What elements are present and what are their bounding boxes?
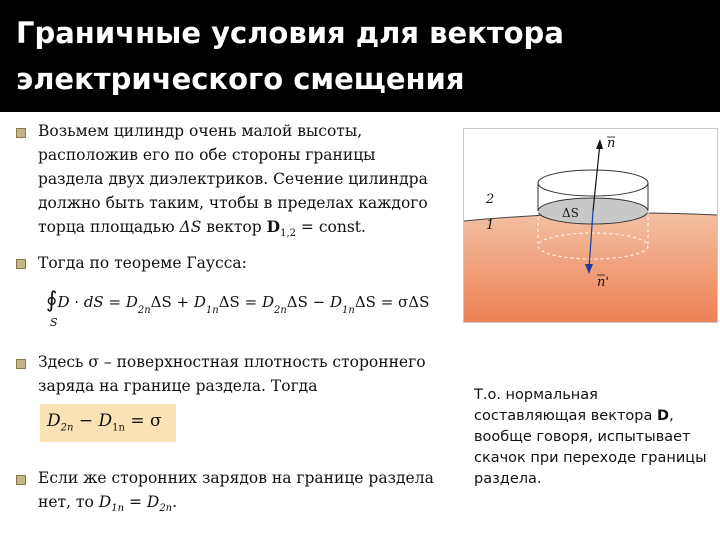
- formula-part: D: [330, 293, 343, 311]
- d2n-symbol: D: [47, 411, 61, 431]
- formula-subscript: 1n: [342, 304, 355, 316]
- cylinder-top-cap: [538, 170, 648, 196]
- cylinder-diagram: [463, 128, 718, 323]
- formula-part: =: [103, 293, 126, 311]
- formula-part: D: [57, 293, 70, 311]
- formula-part: dS: [83, 293, 104, 311]
- const-text: = const.: [295, 218, 366, 236]
- slide-title: Граничные условия для вектора электрического смещения: [16, 16, 564, 96]
- formula-subscript: 1n: [205, 304, 219, 316]
- d1n-subscript: 1n: [112, 422, 125, 434]
- bullet-text-gauss: Тогда по теореме Гаусса:: [38, 254, 247, 272]
- d1n-inline-sub: 1n: [111, 503, 125, 515]
- medium-2-label: 2: [486, 192, 495, 207]
- side-note: [474, 385, 710, 490]
- delta-s-symbol: ΔS: [179, 218, 202, 236]
- side-note-text-end: , вообще говоря, испытывает скачок при переходе границы раздела.: [474, 408, 707, 487]
- formula-subscript: 2n: [137, 304, 151, 316]
- bullet-marker: [16, 259, 26, 269]
- delta-s-label: ΔS: [562, 206, 579, 220]
- formula-subscript: 2n: [273, 304, 287, 316]
- formula-part: ΔS −: [286, 293, 330, 311]
- bullet-marker: [16, 359, 26, 369]
- side-note-text: Т.о. нормальная составляющая вектора: [474, 387, 658, 424]
- formula-part: ΔS = σΔS: [354, 293, 430, 311]
- boundary-condition-formula: [40, 404, 176, 442]
- vector-d-symbol: D: [266, 217, 281, 236]
- vector-d-subscript: 1,2: [280, 228, 296, 240]
- bullet-text-sigma: Здесь σ – поверхностная плотность стороннего заряда на границе раздела. Тогда: [38, 353, 426, 395]
- d1n-inline: D: [98, 493, 112, 511]
- vector-word: вектор: [201, 218, 267, 236]
- formula-part: D: [261, 293, 274, 311]
- normal-arrowhead-up: [596, 139, 603, 149]
- formula-part: D: [193, 293, 206, 311]
- bullet-marker: [16, 128, 26, 138]
- period: .: [172, 493, 178, 511]
- n-label: n: [607, 136, 616, 151]
- d2n-inline: D: [146, 493, 160, 511]
- formula-part: D: [125, 293, 138, 311]
- title-bar: [0, 0, 720, 112]
- side-note-vector-d: D: [657, 408, 670, 424]
- d2n-inline-sub: 2n: [159, 503, 173, 515]
- minus-sign: −: [73, 411, 99, 431]
- no-charge-text: Если же сторонних зарядов на границе раздела нет, то: [38, 469, 434, 511]
- bullet-cylinder-text: Возьмем цилиндр очень малой высоты, расположив его по обе стороны границы раздела двух диэлектриков. Сечение цилиндра должно быть таким, чтобы в пределах каждого торца площадью: [38, 122, 428, 236]
- formula-part: ∮: [46, 288, 58, 313]
- medium-1-label: 1: [486, 218, 495, 233]
- gauss-formula: [46, 282, 456, 328]
- n-prime-label: n': [597, 275, 609, 290]
- bullet-text-no-charge: [38, 466, 443, 521]
- formula-part: ·: [69, 293, 84, 311]
- formula-part: ΔS =: [218, 293, 262, 311]
- d2n-subscript: 2n: [60, 422, 74, 434]
- d1n-symbol: D: [98, 411, 113, 431]
- bullet-text-cylinder: [38, 119, 443, 246]
- svg-text:∮D · dS = D2nΔS + D1nΔS = D2nΔ: [46, 288, 429, 316]
- inline-equals: =: [124, 493, 147, 511]
- equals-sigma: = σ: [124, 411, 162, 431]
- integral-lower-limit: S: [50, 316, 58, 328]
- bullet-marker: [16, 475, 26, 485]
- formula-part: ΔS +: [150, 293, 194, 311]
